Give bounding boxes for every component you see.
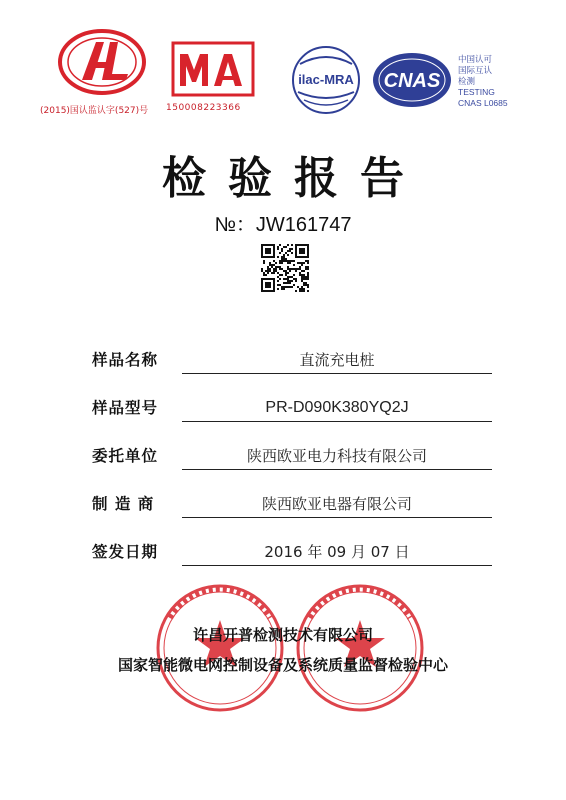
official-seals [140,578,440,718]
field-label: 样品型号 [92,398,159,417]
field-sample-name [92,344,492,374]
accreditation-logos [0,0,566,130]
report-number: №：JW161747 [214,214,352,236]
field-client [92,440,492,470]
ilac-mra-logo [286,44,366,116]
cal-logo [52,28,152,98]
field-label: 样品名称 [92,350,159,369]
cal-approval-text: (2015)国认监认字(527)号 [40,106,149,116]
field-manufacturer [92,488,492,518]
issuer-center: 国家智能微电网控制设备及系统质量监督检验中心 [117,656,448,674]
field-value: 直流充电桩 [182,347,492,374]
cma-logo [170,40,256,98]
field-value: PR-D090K380YQ2J [182,395,492,422]
field-label: 签发日期 [92,542,159,561]
field-label: 制 造 商 [92,494,155,513]
report-title: 检验报告 [162,153,426,204]
field-sample-model [92,392,492,422]
field-label: 委托单位 [92,446,159,465]
cnas-logo [370,50,454,110]
cnas-label: CNAS [383,70,441,92]
cnas-side-text: 中国认可 国际互认 检测 TESTING CNAS L0685 [458,54,508,108]
ilac-mra-label: ilac-MRA [298,72,354,87]
field-issue-date [92,536,492,566]
qr-code [261,244,309,292]
seal-left [158,586,282,710]
field-value: 陕西欧亚电器有限公司 [182,491,492,518]
seal-right [298,586,422,710]
cma-number: 150008223366 [166,103,241,113]
field-value: 2016 年 09 月 07 日 [182,539,492,566]
issuer-company: 许昌开普检测技术有限公司 [192,626,373,644]
field-value: 陕西欧亚电力科技有限公司 [182,443,492,470]
